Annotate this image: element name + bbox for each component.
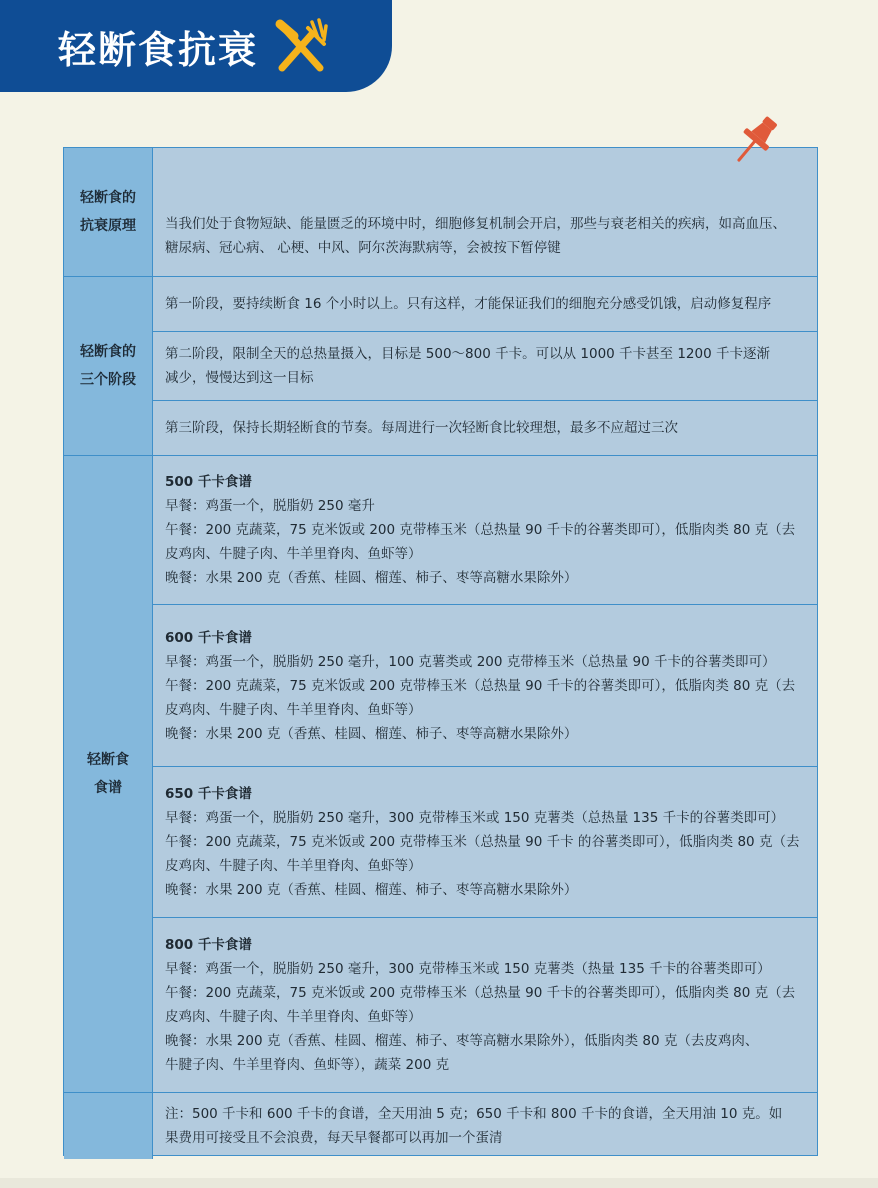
cell-text: 皮鸡肉、牛腱子肉、牛羊里脊肉、鱼虾等）: [165, 858, 422, 874]
row-label-line: 轻断食的: [80, 344, 136, 360]
diet-table: [63, 147, 818, 1156]
row-label-line: 食谱: [94, 780, 122, 796]
cell-text: 糖尿病、冠心病、 心梗、中风、阿尔茨海默病等，会被按下暂停键: [165, 240, 561, 256]
note-text: 果费用可接受且不会浪费，每天早餐都可以再加一个蛋清: [165, 1130, 503, 1146]
section-note: [64, 1093, 817, 1159]
fork-knife-icon: [272, 16, 334, 76]
section-principle: [64, 148, 817, 277]
cell-text: 当我们处于食物短缺、能量匮乏的环境中时，细胞修复机制会开启，那些与衰老相关的疾病，如高血压、: [165, 216, 786, 232]
cell-text: 早餐：鸡蛋一个，脱脂奶 250 毫升，100 克薯类或 200 克带棒玉米（总热量 90 千卡的谷薯类即可）: [165, 653, 776, 670]
cell-text: 午餐：200 克蔬菜，75 克米饭或 200 克带棒玉米（总热量 90 千卡的谷薯类即可），低脂肉类 80 克（去: [165, 522, 796, 538]
row-label-empty: [64, 1093, 153, 1159]
section-stages: [64, 277, 817, 456]
footer-band: [0, 1178, 878, 1188]
cell-text: 牛腱子肉、牛羊里脊肉、鱼虾等），蔬菜 200 克: [165, 1057, 450, 1073]
recipe-cell: [153, 456, 817, 605]
cell-text: 午餐：200 克蔬菜，75 克米饭或 200 克带棒玉米（总热量 90 千卡 的谷薯类即可），低脂肉类 80 克（去: [165, 834, 800, 850]
cell-text: 晚餐：水果 200 克（香蕉、桂圆、榴莲、柿子、枣等高糖水果除外）: [165, 570, 578, 586]
recipe-cell: [153, 605, 817, 767]
recipe-heading: 650 千卡食谱: [165, 786, 252, 802]
note-cell: [153, 1093, 817, 1159]
cell-text: 午餐：200 克蔬菜，75 克米饭或 200 克带棒玉米（总热量 90 千卡的谷薯类即可），低脂肉类 80 克（去: [165, 677, 796, 694]
cell-text: 午餐：200 克蔬菜，75 克米饭或 200 克带棒玉米（总热量 90 千卡的谷薯类即可），低脂肉类 80 克（去: [165, 985, 796, 1001]
cell-text: 早餐：鸡蛋一个，脱脂奶 250 毫升，300 克带棒玉米或 150 克薯类（总热量 135 千卡的谷薯类即可）: [165, 810, 785, 826]
recipe-heading: 500 千卡食谱: [165, 474, 252, 490]
recipe-heading: 800 千卡食谱: [165, 937, 252, 953]
page-title: 轻断食抗衰: [58, 27, 259, 72]
cell-text: 早餐：鸡蛋一个，脱脂奶 250 毫升，300 克带棒玉米或 150 克薯类（热量 135 千卡的谷薯类即可）: [165, 961, 771, 977]
note-text: 注：500 千卡和 600 千卡的食谱，全天用油 5 克；650 千卡和 800 千卡的食谱，全天用油 10 克。如: [165, 1106, 783, 1122]
row-label: [64, 456, 153, 1092]
row-label-line: 轻断食的: [80, 190, 136, 206]
recipe-heading: 600 千卡食谱: [165, 629, 252, 646]
pushpin-icon: [722, 110, 788, 176]
row-label-line: 轻断食: [87, 752, 129, 768]
cell-text: 第三阶段，保持长期轻断食的节奏。每周进行一次轻断食比较理想，最多不应超过三次: [165, 420, 678, 436]
cell-text: 第二阶段，限制全天的总热量摄入，目标是 500～800 千卡。可以从 1000 千卡甚至 1200 千卡逐渐: [165, 346, 770, 362]
table-cell: [153, 401, 817, 455]
cell-text: 早餐：鸡蛋一个，脱脂奶 250 毫升: [165, 498, 375, 514]
table-cell: [153, 277, 817, 332]
title-banner: [0, 0, 392, 92]
row-label: [64, 277, 153, 455]
cell-text: 晚餐：水果 200 克（香蕉、桂圆、榴莲、柿子、枣等高糖水果除外）: [165, 725, 578, 742]
row-label-line: 抗衰原理: [80, 218, 136, 234]
section-recipes: [64, 456, 817, 1093]
row-label: [64, 148, 153, 276]
cell-text: 皮鸡肉、牛腱子肉、牛羊里脊肉、鱼虾等）: [165, 1009, 422, 1025]
cell-text: 第一阶段，要持续断食 16 个小时以上。只有这样，才能保证我们的细胞充分感受饥饿，启动修复程序: [165, 296, 772, 312]
cell-text: 晚餐：水果 200 克（香蕉、桂圆、榴莲、柿子、枣等高糖水果除外），低脂肉类 80 克（去皮鸡肉、: [165, 1033, 759, 1049]
cell-text: 皮鸡肉、牛腱子肉、牛羊里脊肉、鱼虾等）: [165, 546, 422, 562]
table-cell: [153, 332, 817, 401]
recipe-cell: [153, 767, 817, 918]
recipe-cell: [153, 918, 817, 1092]
cell-text: 减少，慢慢达到这一目标: [165, 370, 314, 386]
cell-text: 晚餐：水果 200 克（香蕉、桂圆、榴莲、柿子、枣等高糖水果除外）: [165, 882, 578, 898]
row-label-line: 三个阶段: [80, 372, 136, 388]
cell-text: 皮鸡肉、牛腱子肉、牛羊里脊肉、鱼虾等）: [165, 701, 422, 718]
table-cell: [153, 148, 817, 276]
